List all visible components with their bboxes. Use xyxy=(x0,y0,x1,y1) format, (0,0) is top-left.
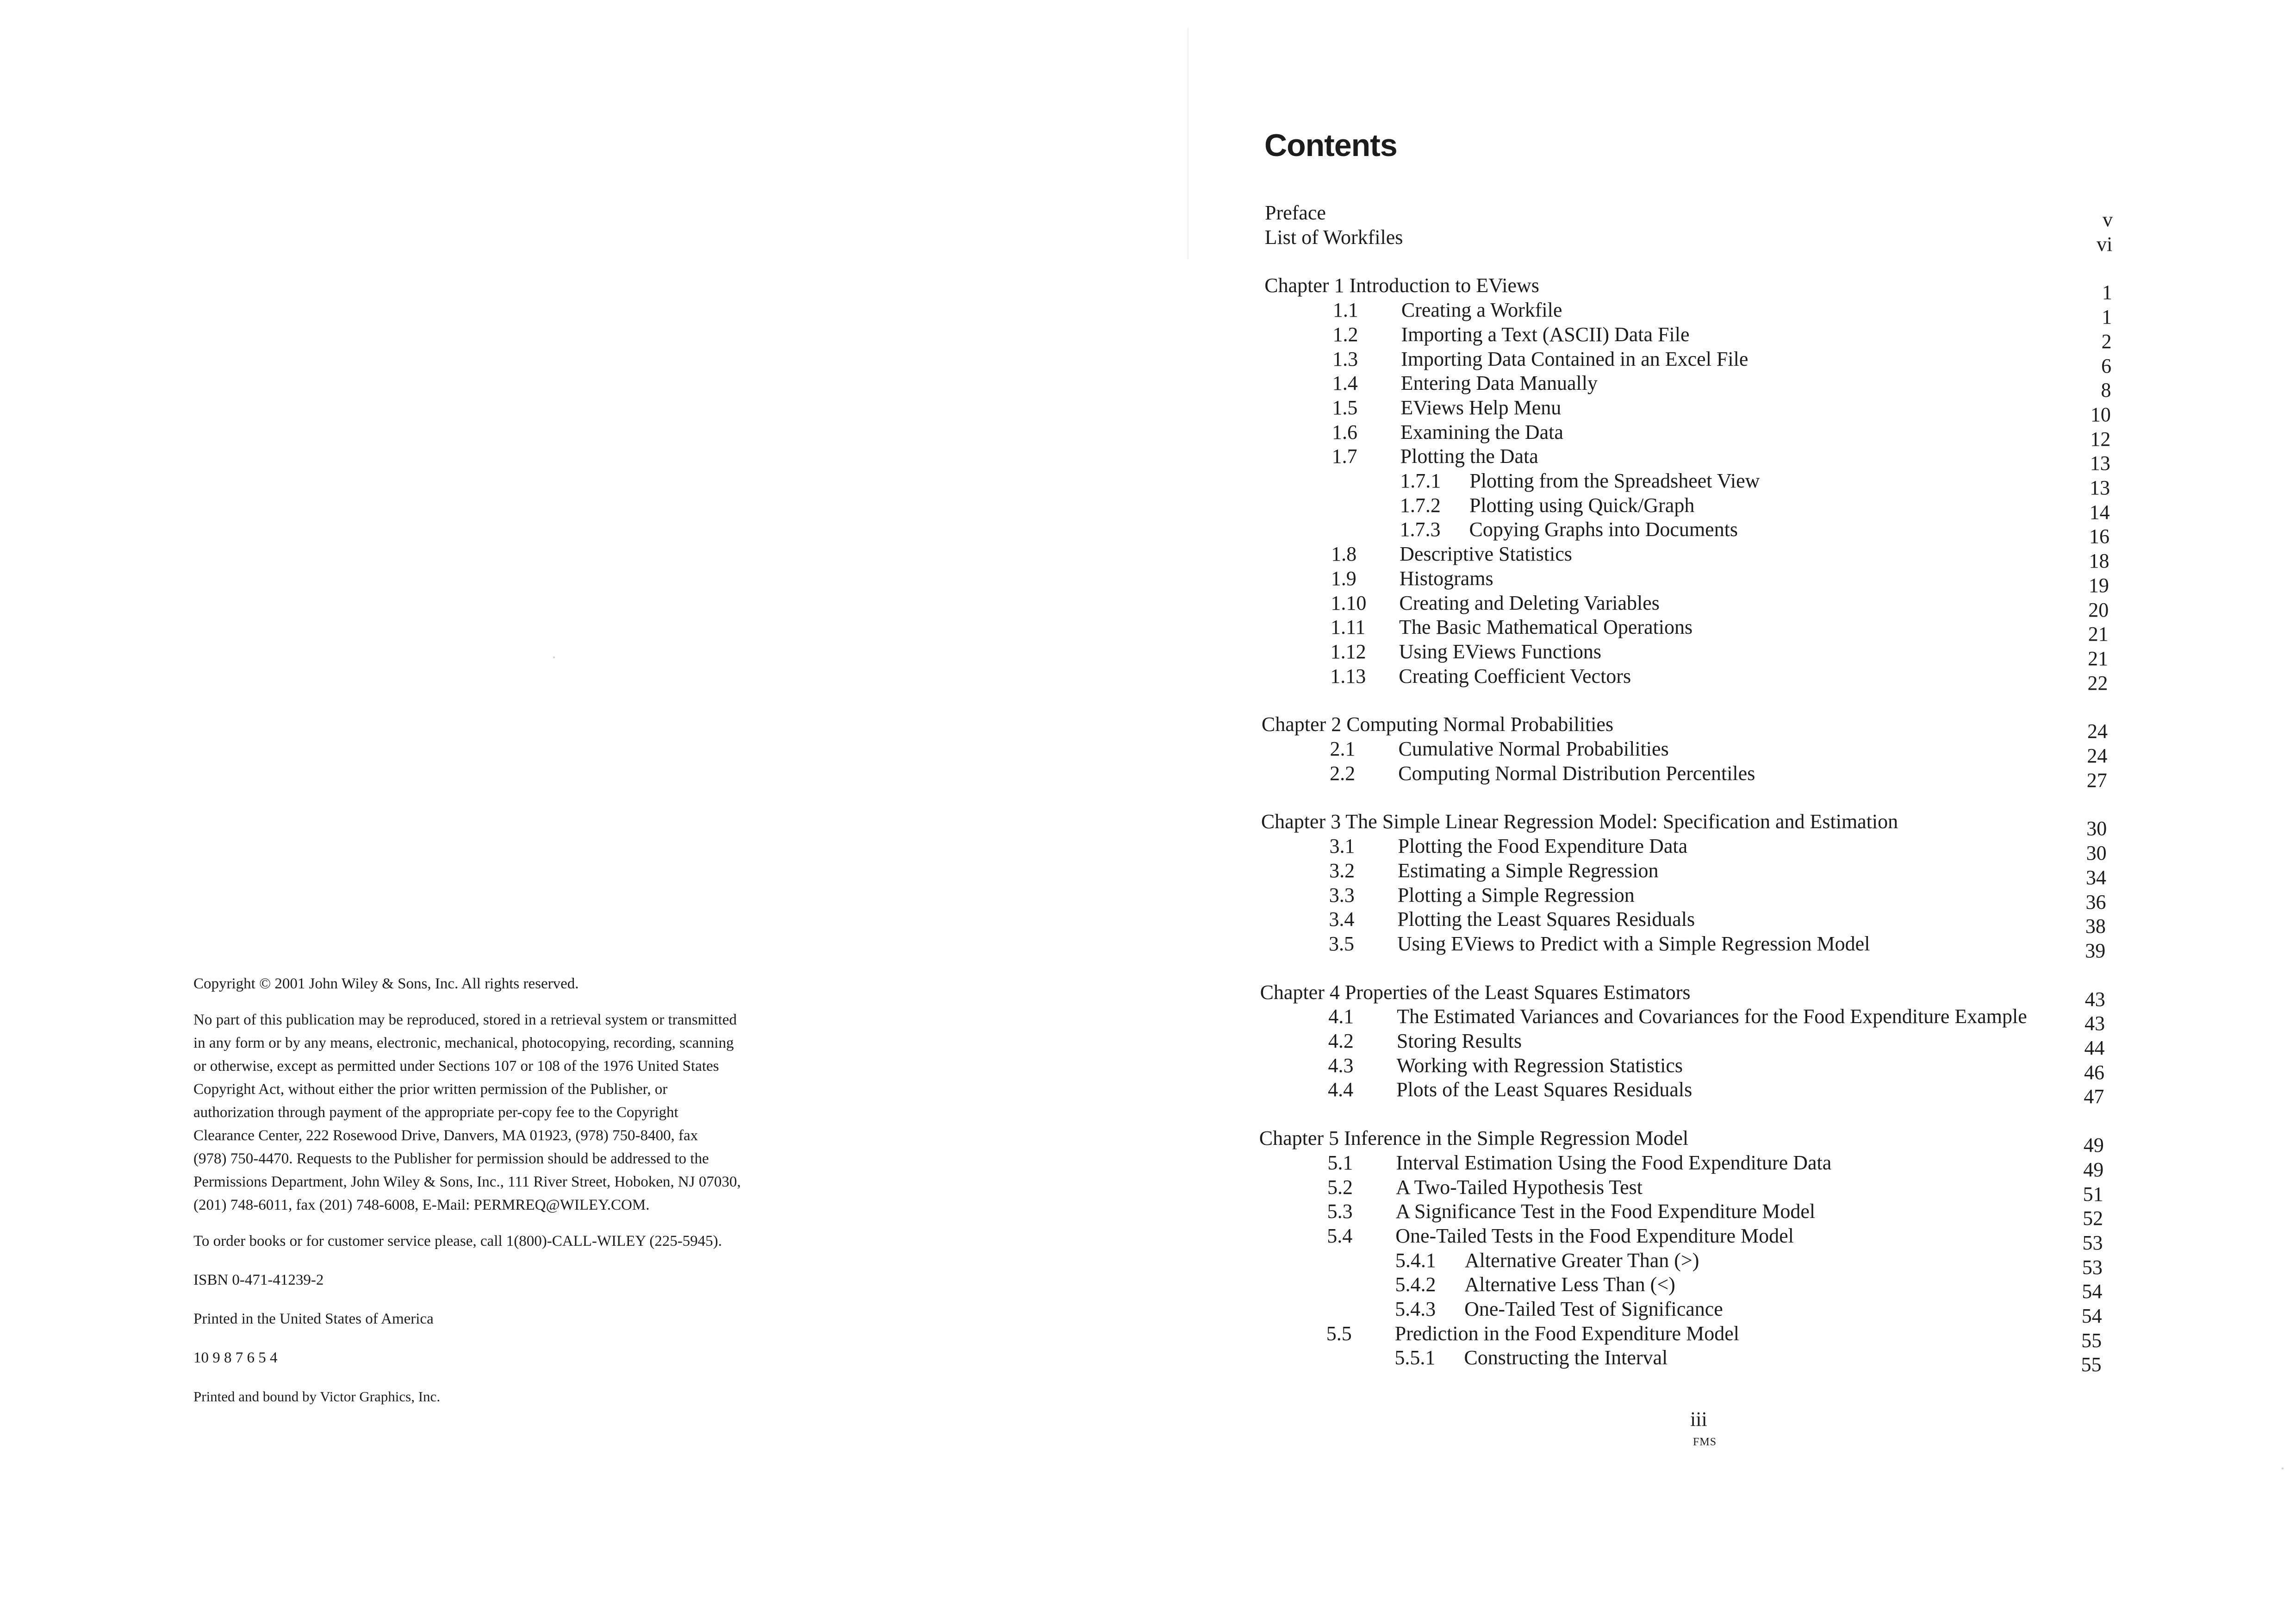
legal-line: Clearance Center, 222 Rosewood Drive, Danvers, MA 01923, (978) 750-8400, fax xyxy=(193,1127,698,1144)
toc-title: List of Workfiles xyxy=(1264,225,1403,249)
toc-title: Storing Results xyxy=(1396,1030,1522,1052)
toc-page-number: 39 xyxy=(2085,939,2106,962)
toc-page-number: 24 xyxy=(2087,720,2108,743)
toc-section-number: 5.2 xyxy=(1327,1175,1353,1199)
toc-section-number: 5.3 xyxy=(1327,1200,1353,1223)
toc-section-number: 5.1 xyxy=(1327,1151,1353,1174)
toc-page-number: 49 xyxy=(2083,1158,2104,1181)
toc-title: Examining the Data xyxy=(1400,420,1563,443)
legal-line: in any form or by any means, electronic, mechanical, photocopying, recording, scanning xyxy=(193,1035,734,1051)
toc-title: Alternative Less Than (<) xyxy=(1464,1273,1675,1296)
toc-title: Importing Data Contained in an Excel File xyxy=(1401,347,1748,370)
legal-line: or otherwise, except as permitted under Sections 107 or 108 of the 1976 United States xyxy=(193,1058,719,1074)
toc-page-number: v xyxy=(2103,208,2113,231)
toc-section-number: 4.3 xyxy=(1328,1054,1354,1077)
toc-section-number: 4.4 xyxy=(1328,1078,1354,1101)
order-info: To order books or for customer service please, call 1(800)-CALL-WILEY (225-5945). xyxy=(193,1233,722,1249)
toc-page-number: 10 xyxy=(2090,403,2111,426)
toc-title: Importing a Text (ASCII) Data File xyxy=(1401,323,1690,346)
toc-title: Chapter 1 Introduction to EViews xyxy=(1264,274,1539,297)
toc-page-number: 22 xyxy=(2087,671,2108,694)
toc-section-number: 1.8 xyxy=(1331,543,1357,566)
toc-title: Plotting the Food Expenditure Data xyxy=(1398,835,1688,858)
legal-line: Copyright Act, without either the prior written permission of the Publisher, or xyxy=(193,1081,668,1098)
toc-page-number: 18 xyxy=(2089,550,2109,573)
toc-title: Entering Data Manually xyxy=(1400,372,1598,395)
toc-page-number: 30 xyxy=(2086,842,2107,865)
toc-title: Creating Coefficient Vectors xyxy=(1399,664,1631,687)
toc-page-number: 13 xyxy=(2090,452,2110,475)
toc-page-number: 27 xyxy=(2086,768,2107,792)
toc-page-number: 21 xyxy=(2088,623,2109,646)
toc-page-number: 2 xyxy=(2101,330,2112,353)
toc-page-number: 12 xyxy=(2090,427,2111,450)
toc-section-number: 2.1 xyxy=(1330,737,1356,760)
toc-section-number: 5.5 xyxy=(1326,1322,1352,1345)
toc-section-number: 1.1 xyxy=(1332,299,1358,322)
toc-title: The Estimated Variances and Covariances for the Food Expenditure Example xyxy=(1397,1005,2027,1028)
toc-section-number: 5.4.1 xyxy=(1395,1249,1436,1272)
page-number: iii xyxy=(1690,1408,1707,1430)
copyright-notice: Copyright © 2001 John Wiley & Sons, Inc. All rights reserved. xyxy=(193,975,579,992)
toc-page-number: 21 xyxy=(2088,647,2109,670)
toc-section-number: 4.2 xyxy=(1328,1030,1354,1052)
toc-page-number: 55 xyxy=(2081,1353,2102,1376)
toc-title: Working with Regression Statistics xyxy=(1396,1054,1683,1077)
legal-line: Permissions Department, John Wiley & Sons, Inc., 111 River Street, Hoboken, NJ 07030, xyxy=(193,1174,741,1190)
print-line: 10 9 8 7 6 5 4 xyxy=(193,1349,278,1366)
toc-page-number: 54 xyxy=(2082,1280,2103,1303)
toc-page-number: 36 xyxy=(2085,890,2106,913)
toc-title: A Two-Tailed Hypothesis Test xyxy=(1395,1175,1643,1199)
toc-page-number: 8 xyxy=(2101,379,2111,402)
toc-title: Estimating a Simple Regression xyxy=(1398,859,1659,882)
toc-section-number: 1.9 xyxy=(1331,567,1356,590)
contents-title: Contents xyxy=(1264,128,1397,163)
toc-page-number: 47 xyxy=(2084,1085,2104,1108)
toc-page-number: 49 xyxy=(2083,1134,2104,1157)
toc-title: Cumulative Normal Probabilities xyxy=(1398,737,1669,760)
toc-section-number: 1.7.3 xyxy=(1400,518,1441,541)
toc-section-number: 1.11 xyxy=(1331,616,1366,639)
toc-title: Plotting a Simple Regression xyxy=(1397,883,1635,906)
toc-page-number: 54 xyxy=(2081,1305,2102,1327)
toc-section-number: 1.2 xyxy=(1332,323,1358,346)
toc-section-number: 3.2 xyxy=(1329,859,1355,882)
toc-section-number: 5.4.2 xyxy=(1395,1273,1436,1296)
toc-section-number: 1.13 xyxy=(1330,664,1366,687)
toc-section-number: 1.4 xyxy=(1332,372,1358,395)
toc-page-number: 6 xyxy=(2101,354,2112,377)
toc-title: Chapter 3 The Simple Linear Regression Model: Specification and Estimation xyxy=(1261,810,1898,833)
toc-title: Constructing the Interval xyxy=(1464,1346,1668,1369)
toc-title: Plotting the Least Squares Residuals xyxy=(1397,908,1695,931)
toc-section-number: 1.7.1 xyxy=(1400,469,1441,492)
toc-page-number: 55 xyxy=(2081,1329,2102,1352)
toc-title: Prediction in the Food Expenditure Model xyxy=(1394,1322,1739,1345)
toc-section-number: 3.1 xyxy=(1329,835,1355,858)
toc-title: Using EViews to Predict with a Simple Regression Model xyxy=(1397,932,1870,955)
toc-title: Alternative Greater Than (>) xyxy=(1464,1249,1699,1272)
toc-page-number: 19 xyxy=(2088,574,2109,597)
toc-page-number: 43 xyxy=(2084,987,2105,1011)
toc-title: Descriptive Statistics xyxy=(1400,543,1572,566)
toc-page-number: 51 xyxy=(2083,1182,2103,1206)
printed-in: Printed in the United States of America xyxy=(193,1311,434,1327)
toc-title: Plotting the Data xyxy=(1400,445,1538,468)
toc-page-number: 53 xyxy=(2082,1255,2103,1279)
toc-page-number: 20 xyxy=(2088,598,2109,621)
toc-section-number: 1.10 xyxy=(1331,591,1367,614)
toc-section-number: 5.5.1 xyxy=(1394,1346,1436,1369)
toc-section-number: 4.1 xyxy=(1328,1005,1354,1028)
toc-page-number: 38 xyxy=(2085,915,2106,938)
toc-title: The Basic Mathematical Operations xyxy=(1399,616,1693,639)
legal-line: (978) 750-4470. Requests to the Publisher for permission should be addressed to the xyxy=(193,1150,709,1167)
toc-section-number: 1.7.2 xyxy=(1400,493,1441,517)
toc-title: Creating and Deleting Variables xyxy=(1399,591,1660,614)
toc-section-number: 1.7 xyxy=(1332,445,1357,468)
toc-title: EViews Help Menu xyxy=(1400,396,1562,419)
toc-title: Using EViews Functions xyxy=(1399,640,1602,663)
toc-title: Computing Normal Distribution Percentiles xyxy=(1398,762,1755,785)
legal-line: (201) 748-6011, fax (201) 748-6008, E-Mail: PERMREQ@WILEY.COM. xyxy=(193,1197,650,1213)
toc-section-number: 1.6 xyxy=(1332,420,1358,443)
toc-title: Copying Graphs into Documents xyxy=(1469,518,1738,541)
toc-section-number: 1.3 xyxy=(1332,347,1358,370)
toc-section-number: 5.4.3 xyxy=(1395,1298,1436,1320)
toc-section-number: 3.4 xyxy=(1329,908,1355,931)
toc-page-number: 1 xyxy=(2102,306,2112,329)
toc-title: Histograms xyxy=(1399,567,1493,590)
toc-section-number: 1.5 xyxy=(1332,396,1358,419)
isbn: ISBN 0-471-41239-2 xyxy=(193,1272,324,1288)
toc-page-number: 1 xyxy=(2102,281,2112,304)
toc-page-number: 46 xyxy=(2084,1061,2104,1084)
toc-section-number: 3.3 xyxy=(1329,883,1355,906)
toc-title: A Significance Test in the Food Expenditure Model xyxy=(1395,1200,1816,1223)
legal-line: No part of this publication may be reproduced, stored in a retrieval system or transmitted xyxy=(193,1012,737,1028)
toc-title: Interval Estimation Using the Food Expenditure Data xyxy=(1396,1151,1832,1174)
toc-section-number: 5.4 xyxy=(1327,1224,1353,1247)
toc-title: One-Tailed Tests in the Food Expenditure Model xyxy=(1395,1224,1794,1247)
toc-page-number: 43 xyxy=(2084,1012,2105,1035)
toc-title: Plotting from the Spreadsheet View xyxy=(1469,469,1760,492)
toc-page-number: 16 xyxy=(2089,525,2110,548)
printer-mark: FMS xyxy=(1693,1436,1717,1448)
toc-title: Chapter 5 Inference in the Simple Regression Model xyxy=(1259,1127,1689,1150)
toc-title: Plots of the Least Squares Residuals xyxy=(1396,1078,1692,1101)
toc-page-number: 24 xyxy=(2087,744,2108,767)
printer-credit: Printed and bound by Victor Graphics, Inc. xyxy=(193,1388,441,1405)
toc-title: One-Tailed Test of Significance xyxy=(1464,1298,1723,1320)
toc-section-number: 2.2 xyxy=(1330,762,1356,785)
toc-page-number: 13 xyxy=(2090,476,2110,499)
toc-page-number: 52 xyxy=(2083,1207,2103,1230)
toc-page-number: 34 xyxy=(2086,866,2107,889)
toc-page-number: 14 xyxy=(2089,500,2110,524)
legal-line: authorization through payment of the appropriate per-copy fee to the Copyright xyxy=(193,1104,678,1121)
toc-page-number: vi xyxy=(2097,232,2113,256)
toc-section-number: 3.5 xyxy=(1328,932,1354,955)
toc-page-number: 44 xyxy=(2084,1037,2105,1059)
toc-section-number: 1.12 xyxy=(1330,640,1366,663)
toc-title: Preface xyxy=(1265,201,1326,224)
toc-title: Chapter 2 Computing Normal Probabilities xyxy=(1261,713,1614,736)
toc-page-number: 30 xyxy=(2086,817,2107,840)
toc-title: Plotting using Quick/Graph xyxy=(1469,493,1695,517)
toc-title: Creating a Workfile xyxy=(1401,299,1562,322)
toc-page-number: 53 xyxy=(2082,1231,2103,1254)
toc-title: Chapter 4 Properties of the Least Squares Estimators xyxy=(1260,981,1691,1004)
